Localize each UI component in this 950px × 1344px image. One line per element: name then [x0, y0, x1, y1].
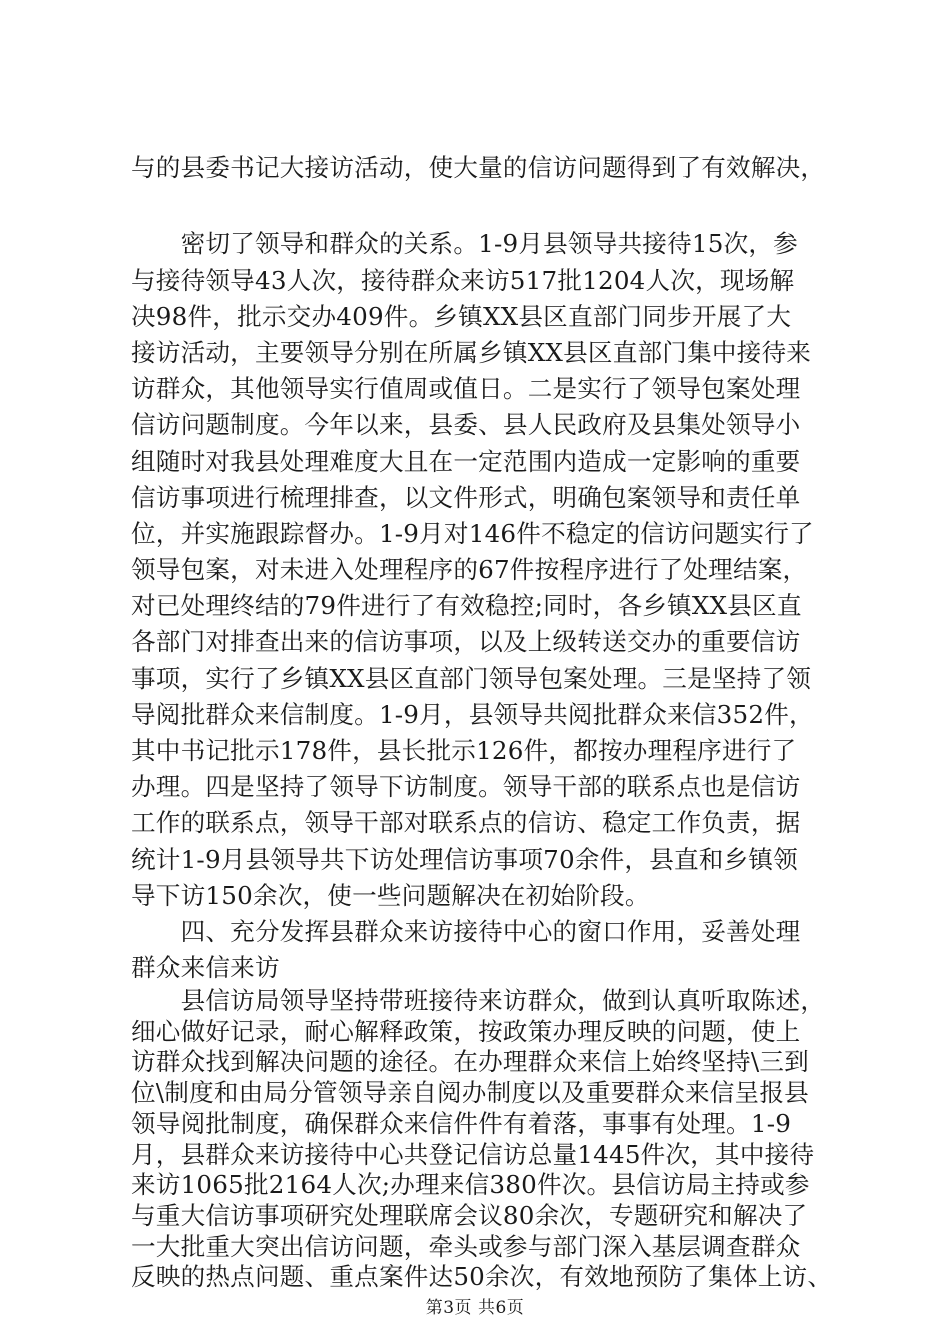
text-line: 其中书记批示178件，县长批示126件，都按办理程序进行了	[131, 736, 797, 765]
text-line: 接访活动，主要领导分别在所属乡镇XX县区直部门集中接待来	[131, 338, 812, 367]
text-line: 与的县委书记大接访活动，使大量的信访问题得到了有效解决，	[131, 153, 826, 182]
text-line: 县信访局领导坚持带班接待来访群众，做到认真听取陈述，	[131, 986, 826, 1015]
text-line: 工作的联系点，领导干部对联系点的信访、稳定工作负责，据	[131, 808, 801, 837]
text-line: 领导阅批制度，确保群众来信件件有着落，事事有处理。1-9	[131, 1108, 792, 1138]
text-line: 办理。四是坚持了领导下访制度。领导干部的联系点也是信访	[131, 772, 801, 801]
text-line: 访群众找到解决问题的途径。在办理群众来信上始终坚持\三到	[131, 1047, 809, 1077]
section-heading-line: 群众来信来访	[131, 953, 280, 982]
text-line: 各部门对排查出来的信访事项，以及上级转送交办的重要信访	[131, 627, 801, 656]
text-line: 对已处理终结的79件进行了有效稳控;同时，各乡镇XX县区直	[131, 591, 802, 620]
text-line: 反映的热点问题、重点案件达50余次，有效地预防了集体上访、	[131, 1262, 833, 1292]
text-line: 导阅批群众来信制度。1-9月，县领导共阅批群众来信352件，	[131, 700, 814, 729]
text-line: 位，并实施跟踪督办。1-9月对146件不稳定的信访问题实行了	[131, 519, 814, 548]
text-line: 事项，实行了乡镇XX县区直部门领导包案处理。三是坚持了领	[131, 664, 812, 693]
text-line: 信访问题制度。今年以来，县委、县人民政府及县集处领导小	[131, 410, 801, 439]
text-line: 与接待领导43人次，接待群众来访517批1204人次，现场解	[131, 266, 795, 295]
text-line: 密切了领导和群众的关系。1-9月县领导共接待15次，参	[131, 229, 798, 258]
text-line: 位\制度和由局分管领导亲自阅办制度以及重要群众来信呈报县	[131, 1078, 809, 1108]
page-footer: 第3页 共6页	[425, 1298, 525, 1318]
text-line: 导下访150余次，使一些问题解决在初始阶段。	[131, 881, 650, 910]
text-line: 决98件，批示交办409件。乡镇XX县区直部门同步开展了大	[131, 302, 792, 331]
text-line: 细心做好记录，耐心解释政策，按政策办理反映的问题，使上	[131, 1016, 801, 1046]
text-line: 组随时对我县处理难度大且在一定范围内造成一定影响的重要	[131, 447, 801, 476]
section-heading-line: 四、充分发挥县群众来访接待中心的窗口作用，妥善处理	[131, 917, 801, 946]
text-line: 访群众，其他领导实行值周或值日。二是实行了领导包案处理	[131, 374, 801, 403]
text-line: 一大批重大突出信访问题，牵头或参与部门深入基层调查群众	[131, 1231, 801, 1261]
text-line: 来访1065批2164人次;办理来信380件次。县信访局主持或参	[131, 1170, 810, 1200]
text-line: 领导包案，对未进入处理程序的67件按程序进行了处理结案，	[131, 555, 808, 584]
text-line: 统计1-9月县领导共下访处理信访事项70余件，县直和乡镇领	[131, 845, 798, 874]
text-line: 与重大信访事项研究处理联席会议80余次，专题研究和解决了	[131, 1200, 808, 1230]
text-line: 月，县群众来访接待中心共登记信访总量1445件次，其中接待	[131, 1139, 815, 1169]
text-line: 信访事项进行梳理排查，以文件形式，明确包案领导和责任单	[131, 483, 801, 512]
